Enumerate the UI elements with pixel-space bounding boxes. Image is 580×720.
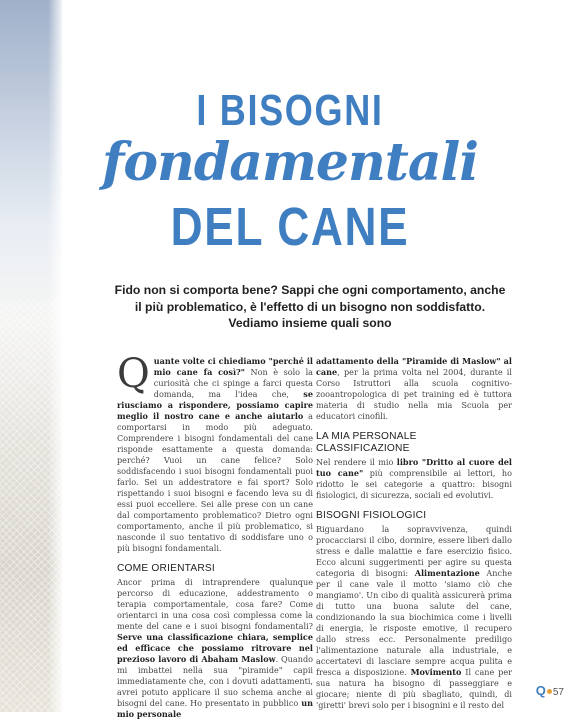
orientarsi-paragraph — [117, 577, 313, 720]
photo-texture — [0, 300, 62, 712]
intro-text-d: se riusciamo a rispondere, possiamo capire meglio il nostro cane e anche aiutarlo — [117, 389, 313, 421]
label-alimentazione: Alimentazione — [414, 568, 480, 578]
fisiologici-text-c: Il cane per sua natura ha bisogno di passeggiare e giocare; niente di più sbagliato, quindi, di 'giretti' brevi solo per i bisognini e il resto del — [316, 667, 512, 710]
drop-cap: Q — [117, 351, 150, 397]
title-line-2: fondamentali — [101, 132, 479, 193]
section-heading-classificazione: LA MIA PERSONALE CLASSIFICAZIONE — [316, 431, 417, 454]
continuation-text-b: , per la prima volta nel 2004, durante il Corso Istruttori alla scuola cognitivo-zooantropologica di pet training ed è tuttora materia di studio nella mia Scuola per educatori cinofili. — [316, 367, 512, 421]
intro-text-e: a comportarsi in modo più adeguato. Comprendere i bisogni fondamentali del cane risponde esattamente a questa domanda: perché? Vuoi un cane felice? Solo soddisfacendo i suoi bisogni fondamentali puoi farlo. Sei un addestratore e fai sport? Solo rispettando i suoi bisogni e facendo leva su di essi puoi eccellere. Sei alle prese con un cane dal comportamento problematico? Dietro ogni comportamento, anche il più problematico, si nasconde il suo tentativo di soddisfare uno o più bisogni fondamentali. — [117, 411, 313, 553]
column-left — [117, 351, 313, 720]
classificazione-text-c: più comprensibile ai lettori, ho ridotto le sei categorie a quattro: bisogni fisiologici, di sicurezza, sociali ed evolutivi. — [316, 468, 513, 500]
page-number: 57 — [552, 687, 564, 698]
title-line-3: DEL CANE — [170, 197, 410, 257]
classificazione-paragraph — [316, 457, 512, 501]
intro-text-a: uante volte ci chiediamo — [153, 356, 269, 366]
section-heading-orientarsi: COME ORIENTARSI — [117, 563, 215, 574]
continuation-paragraph — [316, 356, 512, 422]
lead-paragraph: Fido non si comporta bene? Sappi che ogni comportamento, anche il più problematico, è l'effetto di un bisogno non soddisfatto. Vediamo insieme quali sono — [114, 283, 506, 330]
section-heading-fisiologici: BISOGNI FISIOLOGICI — [316, 510, 427, 521]
orientarsi-text-c: . Quando mi imbattei nella sua "piramide" capii immediatamente che, con i dovuti adattamenti, avrei potuto applicare il suo schema anche ai bisogni del cane. Ho presentato in pubblico — [117, 654, 313, 708]
intro-paragraph — [117, 351, 313, 554]
continuation-text-a: adattamento della "Piramide di Maslow" al cane — [316, 356, 512, 377]
intro-text-b: "perché il mio cane fa così?" — [153, 356, 313, 377]
logo-dot-icon — [547, 689, 552, 694]
intro-text-c: Non è solo la curiosità che ci spinge a farci questa domanda, ma l'idea che, — [153, 367, 313, 399]
orientarsi-text-d: un mio personale — [117, 698, 313, 719]
label-movimento: Movimento — [410, 667, 462, 677]
orientarsi-text-b: Serve una classificazione chiara, semplice ed efficace che possiamo ritrovare nel prezioso lavoro di Abaham Maslow — [117, 632, 313, 664]
fisiologici-text-b: Anche per il cane vale il motto 'siamo ciò che mangiamo'. Un cibo di qualità assicurerà prima di tutto una buona salute del cane, condizionando la sua biochimica come i livelli di energia, le risposte emotive, il recupero dallo stress ecc. Personalmente prediligo l'alimentazione naturale alla industriale, e accertatevi di lasciare sempre acqua pulita e fresca a disposizione. — [316, 568, 512, 677]
fisiologici-paragraph — [316, 524, 512, 711]
classificazione-text-a: Nel rendere il mio — [316, 457, 397, 467]
fisiologici-text-a: Riguardano la sopravvivenza, quindi procacciarsi il cibo, dormire, essere liberi dallo stress e dalle malattie e fare esercizio fisico. Ecco alcuni suggerimenti per agire su questa categoria di bisogni: — [316, 524, 512, 578]
magazine-logo: Q — [535, 683, 546, 698]
page-footer — [536, 683, 564, 698]
orientarsi-text-a: Ancor prima di intraprendere qualunque percorso di educazione, addestramento o terapia comportamentale, cosa fare? Come orientarci in una cosa così complessa come la mente del cane e i suoi bisogni fondamentali? — [117, 577, 313, 631]
title-line-1: I BISOGNI — [196, 86, 384, 135]
classificazione-text-b: libro "Dritto al cuore del tuo cane" — [316, 457, 512, 478]
column-right — [316, 356, 512, 711]
